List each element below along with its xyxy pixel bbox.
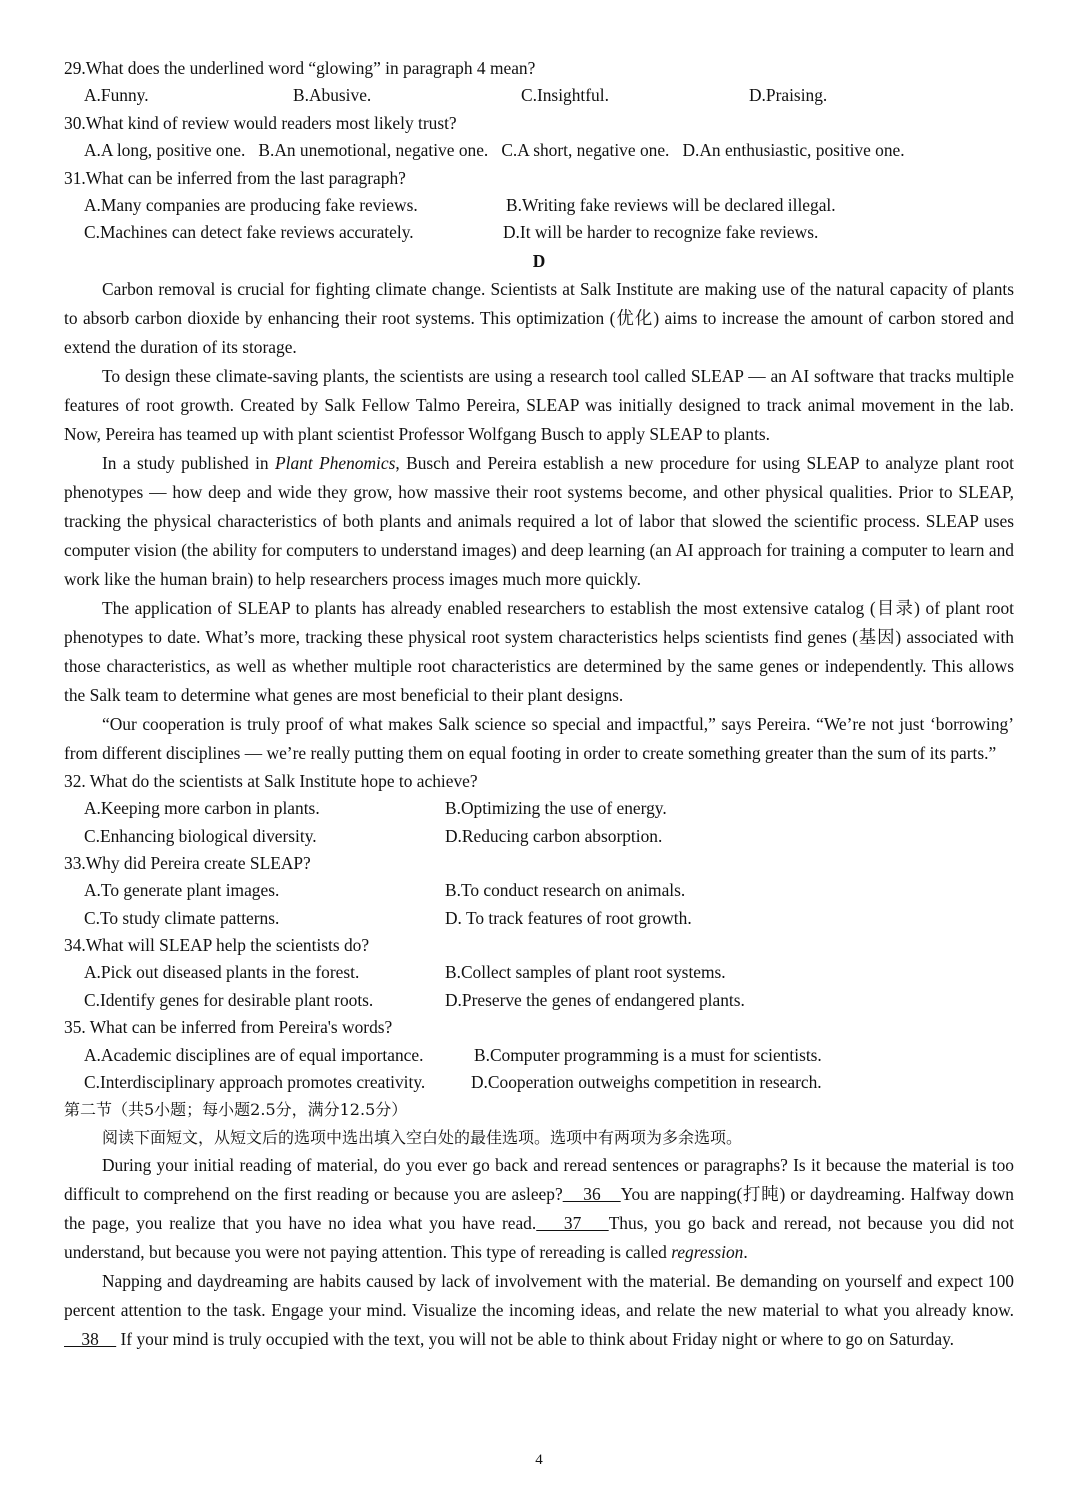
- cloze-paragraph-1: [64, 1151, 1014, 1267]
- question-34-options-ab: [64, 959, 1014, 986]
- option-c: C.Insightful.: [521, 85, 609, 106]
- question-31-stem: 31.What can be inferred from the last paragraph?: [64, 167, 406, 188]
- question-30-stem: 30.What kind of review would readers most likely trust?: [64, 112, 457, 133]
- passage-paragraph-1: Carbon removal is crucial for fighting climate change. Scientists at Salk Institute are making use of the natural capacity of plants to absorb carbon dioxide by enhancing their root systems. This optimization (优化) aims to increase the amount of carbon stored and extend the duration of its storage.: [64, 278, 1014, 357]
- part-2-instruction: 阅读下面短文，从短文后的选项中选出填入空白处的最佳选项。选项中有两项为多余选项。: [102, 1127, 743, 1147]
- option-a: A.Many companies are producing fake reviews.: [84, 194, 418, 215]
- option-c: C.To study climate patterns.: [84, 907, 280, 928]
- option-b: B.Abusive.: [293, 85, 372, 106]
- option-d: D.Praising.: [749, 85, 828, 106]
- option-c: C.Enhancing biological diversity.: [84, 825, 317, 846]
- option-b: B.Collect samples of plant root systems.: [445, 962, 726, 983]
- option-b: B.Computer programming is a must for scientists.: [474, 1044, 822, 1065]
- option-d: D.Reducing carbon absorption.: [445, 825, 663, 846]
- question-29-options: [64, 82, 1014, 109]
- term-regression: regression: [671, 1242, 744, 1263]
- passage-paragraph-5: “Our cooperation is truly proof of what makes Salk science so special and impactful,” says Pereira. “We’re not just ‘borrowing’ from different disciplines — we’re really putting them on equal footing in order to create something greater than the sum of its parts.”: [64, 713, 1014, 763]
- question-34-options-cd: [64, 987, 1014, 1014]
- text: .: [743, 1242, 748, 1263]
- question-29-stem: 29.What does the underlined word “glowing” in paragraph 4 mean?: [64, 58, 536, 78]
- option-b: B.Optimizing the use of energy.: [445, 798, 667, 819]
- question-31-options-ab: [64, 192, 1014, 219]
- question-32-options-cd: [64, 823, 1014, 850]
- passage-paragraph-3: [64, 449, 1014, 594]
- blank-36[interactable]: 36: [562, 1184, 621, 1205]
- question-33-stem: 33.Why did Pereira create SLEAP?: [64, 852, 311, 873]
- option-c: C.Interdisciplinary approach promotes creativity.: [84, 1072, 426, 1093]
- text: Thus, you go back and reread, not because you did not understand, but because you were not paying attention. This type of rereading is called: [64, 1213, 1015, 1263]
- page-number: 4: [535, 1452, 543, 1468]
- question-35-options-cd: [64, 1069, 1014, 1096]
- question-32-options-ab: [64, 795, 1014, 822]
- option-a: A.Pick out diseased plants in the forest.: [84, 962, 360, 983]
- option-b: B.Writing fake reviews will be declared illegal.: [506, 194, 836, 215]
- passage-paragraph-2: To design these climate-saving plants, the scientists are using a research tool called SLEAP — an AI software that tracks multiple features of root growth. Created by Salk Fellow Talmo Pereira, SLEAP was initially designed to track animal movement in the lab. Now, Pereira has teamed up with plant scientist Professor Wolfgang Busch to apply SLEAP to plants.: [64, 365, 1014, 444]
- option-c: C.Machines can detect fake reviews accurately.: [84, 222, 414, 243]
- question-33-options-cd: [64, 905, 1014, 932]
- option-a: A.Academic disciplines are of equal importance.: [84, 1044, 424, 1065]
- option-d: D.Cooperation outweighs competition in research.: [471, 1072, 822, 1093]
- question-31-options-cd: [64, 219, 1014, 246]
- question-34-stem: 34.What will SLEAP help the scientists do?: [64, 935, 370, 956]
- option-a: A.Keeping more carbon in plants.: [84, 798, 320, 819]
- text: If your mind is truly occupied with the text, you will not be able to think about Friday night or where to go on Saturday.: [116, 1329, 954, 1350]
- option-b: B.To conduct research on animals.: [445, 880, 686, 901]
- option-a: A.To generate plant images.: [84, 880, 280, 901]
- question-32-stem: 32. What do the scientists at Salk Institute hope to achieve?: [64, 770, 478, 791]
- option-d: D. To track features of root growth.: [445, 907, 692, 928]
- part-2-heading: 第二节（共5小题；每小题2.5分，满分12.5分）: [64, 1100, 408, 1120]
- text: During your initial reading of material, do you ever go back and reread sentences or paragraphs? Is it because the material is too difficult to comprehend on the first reading or because you are asleep?: [64, 1155, 1014, 1205]
- text: , Busch and Pereira establish a new procedure for using SLEAP to analyze plant root phenotypes — how deep and wide they grow, how massive their root systems become, and other physical qualities. Prior to SLEAP, tracking the physical characteristics of both plants and animals required a lot of labor that slowed the scientific process. SLEAP uses computer vision (the ability for computers to understand images) and deep learning (an AI approach for training a computer to learn and work like the human brain) to help researchers process images much more quickly.: [64, 452, 1014, 589]
- blank-38[interactable]: 38: [64, 1329, 117, 1350]
- text: Napping and daydreaming are habits caused by lack of involvement with the material. Be demanding on yourself and expect 100 percent attention to the task. Engage your mind. Visualize the incoming ideas, and relate the new material to what you already know.: [64, 1271, 1014, 1321]
- question-30-options: A.A long, positive one. B.An unemotional, negative one. C.A short, negative one. D.An enthusiastic, positive one.: [84, 140, 905, 161]
- question-35-stem: 35. What can be inferred from Pereira's words?: [64, 1017, 393, 1038]
- option-a: A.Funny.: [84, 85, 149, 106]
- section-d-heading: D: [532, 250, 546, 271]
- text: In a study published in: [102, 452, 275, 473]
- option-c: C.Identify genes for desirable plant roots.: [84, 989, 374, 1010]
- option-d: D.Preserve the genes of endangered plants.: [445, 989, 745, 1010]
- exam-page: [64, 55, 1014, 1354]
- blank-37[interactable]: 37: [536, 1213, 609, 1234]
- journal-title: Plant Phenomics: [275, 452, 396, 473]
- text: You are napping(打盹) or daydreaming. Halfway down the page, you realize that you have no idea what you have read.: [64, 1184, 1014, 1234]
- option-d: D.It will be harder to recognize fake reviews.: [503, 222, 819, 243]
- cloze-paragraph-2: [64, 1267, 1014, 1354]
- question-33-options-ab: [64, 877, 1014, 904]
- passage-paragraph-4: The application of SLEAP to plants has already enabled researchers to establish the most extensive catalog (目录) of plant root phenotypes to date. What’s more, tracking these physical root system characteristics helps scientists find genes (基因) associated with those characteristics, as well as whether multiple root characteristics are determined by the same genes or independently. This allows the Salk team to determine what genes are most beneficial to their plant designs.: [64, 597, 1014, 705]
- question-35-options-ab: [64, 1042, 1014, 1069]
